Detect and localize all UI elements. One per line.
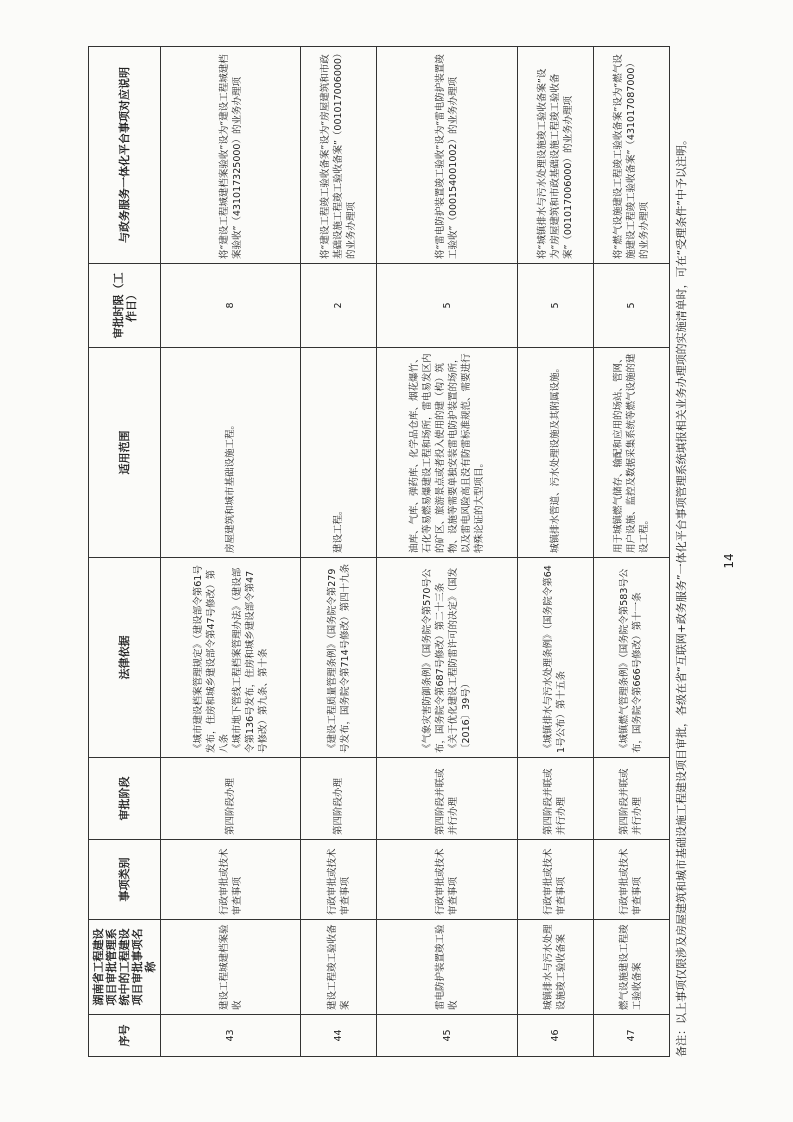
- table-row: [517, 47, 593, 1057]
- table-row: [301, 47, 377, 1057]
- cell-item-name: 建设工程城建档案验收: [161, 920, 301, 1015]
- cell-item-name: 建设工程竣工验收备案: [301, 920, 377, 1015]
- cell-scope: 用于城镇燃气储存、输配和应用的场站、管网、用户设施、监控及数据采集系统等燃气设施的建设工程。: [593, 348, 669, 558]
- cell-time-limit: 2: [301, 264, 377, 348]
- cell-legal-basis: 《城镇排水与污水处理条例》（国务院令第641号公布）第十五条: [517, 558, 593, 758]
- cell-seq: 43: [161, 1015, 301, 1057]
- page-number: 14: [722, 553, 736, 569]
- header-legal-basis: 法律依据: [89, 558, 161, 758]
- cell-category: 行政审批或技术审查事项: [377, 840, 517, 920]
- cell-item-name: 雷电防护装置竣工验收: [377, 920, 517, 1015]
- cell-mapping: 将“城镇排水与污水处理设施竣工验收备案”设为“房屋建筑和市政基础设施工程竣工验收备案”（001017006000）的业务办理项: [517, 47, 593, 264]
- header-mapping: 与政务服务一体化平台事项对应说明: [89, 47, 161, 264]
- cell-stage: 第四阶段办理: [301, 758, 377, 840]
- cell-time-limit: 8: [161, 264, 301, 348]
- table-row: [377, 47, 517, 1057]
- cell-stage: 第四阶段并联或并行办理: [593, 758, 669, 840]
- table-row: [593, 47, 669, 1057]
- cell-category: 行政审批或技术审查事项: [161, 840, 301, 920]
- header-stage: 审批阶段: [89, 758, 161, 840]
- cell-category: 行政审批或技术审查事项: [593, 840, 669, 920]
- cell-time-limit: 5: [377, 264, 517, 348]
- cell-time-limit: 5: [593, 264, 669, 348]
- header-time-limit: 审批时限（工作日）: [89, 264, 161, 348]
- cell-legal-basis: 《城市建设档案管理规定》（建设部令第61号发布，住房和城乡建设部令第47号修改）第八条 《城市地下管线工程档案管理办法》（建设部令第136号发布，住房和城乡建设部令第47号修改）第九条、第十条: [161, 558, 301, 758]
- cell-seq: 45: [377, 1015, 517, 1057]
- cell-time-limit: 5: [517, 264, 593, 348]
- cell-scope: 油库、气库、弹药库、化学品仓库、烟花爆竹、石化等易燃易爆建设工程和场所，雷电易发区内的矿区、旅游景点或者投入使用的建（构）筑物、设施等需要单独安装雷电防护装置的场所，以及雷电风险高且没有防雷标准规范、需要进行特殊论证的大型项目。: [377, 348, 517, 558]
- cell-stage: 第四阶段并联或并行办理: [517, 758, 593, 840]
- cell-legal-basis: 《气象灾害防御条例》（国务院令第570号公布，国务院令第687号修改）第二十三条 《关于优化建设工程防雷许可的决定》（国发〔2016〕39号）: [377, 558, 517, 758]
- cell-seq: 44: [301, 1015, 377, 1057]
- cell-mapping: 将“燃气设施建设工程竣工验收备案”设为“燃气设施建设工程竣工验收备案”（431017087000）的业务办理项: [593, 47, 669, 264]
- cell-mapping: 将“雷电防护装置竣工验收”设为“雷电防护装置竣工验收”（000154001002）的业务办理项: [377, 47, 517, 264]
- cell-stage: 第四阶段办理: [161, 758, 301, 840]
- cell-item-name: 城镇排水与污水处理设施竣工验收备案: [517, 920, 593, 1015]
- cell-mapping: 将“建设工程城建档案验收”设为“建设工程城建档案验收”（431017325000）的业务办理项: [161, 47, 301, 264]
- table-body: [161, 47, 670, 1057]
- cell-seq: 47: [593, 1015, 669, 1057]
- header-scope: 适用范围: [89, 348, 161, 558]
- cell-scope: 建设工程。: [301, 348, 377, 558]
- cell-seq: 46: [517, 1015, 593, 1057]
- cell-scope: 城镇排水管道、污水处理设施及其附属设施。: [517, 348, 593, 558]
- cell-mapping: 将“建设工程竣工验收备案”设为“房屋建筑和市政基础设施工程竣工验收备案”（001017006000）的业务办理项: [301, 47, 377, 264]
- cell-category: 行政审批或技术审查事项: [301, 840, 377, 920]
- cell-category: 行政审批或技术审查事项: [517, 840, 593, 920]
- table-header-row: [89, 47, 161, 1057]
- cell-stage: 第四阶段并联或并行办理: [377, 758, 517, 840]
- cell-legal-basis: 《建设工程质量管理条例》（国务院令第279号发布，国务院令第714号修改）第四十九条: [301, 558, 377, 758]
- header-category: 事项类别: [89, 840, 161, 920]
- header-item-name: 湖南省工程建设项目审批管理系统中的工程建设项目审批事项名称: [89, 920, 161, 1015]
- footnote: 备注：以上事项仅限涉及房屋建筑和城市基础设施工程建设项目审批，各级在省“互联网+政务服务”一体化平台事项管理系统填报相关业务办理项的实施清单时，可在“受理条件”中予以注明。: [675, 133, 688, 1057]
- cell-legal-basis: 《城镇燃气管理条例》（国务院令第583号公布，国务院令第666号修改）第十一条: [593, 558, 669, 758]
- cell-item-name: 燃气设施建设工程竣工验收备案: [593, 920, 669, 1015]
- cell-scope: 房屋建筑和城市基础设施工程。: [161, 348, 301, 558]
- table-row: [161, 47, 301, 1057]
- header-seq: 序号: [89, 1015, 161, 1057]
- approval-items-table: [88, 46, 670, 1057]
